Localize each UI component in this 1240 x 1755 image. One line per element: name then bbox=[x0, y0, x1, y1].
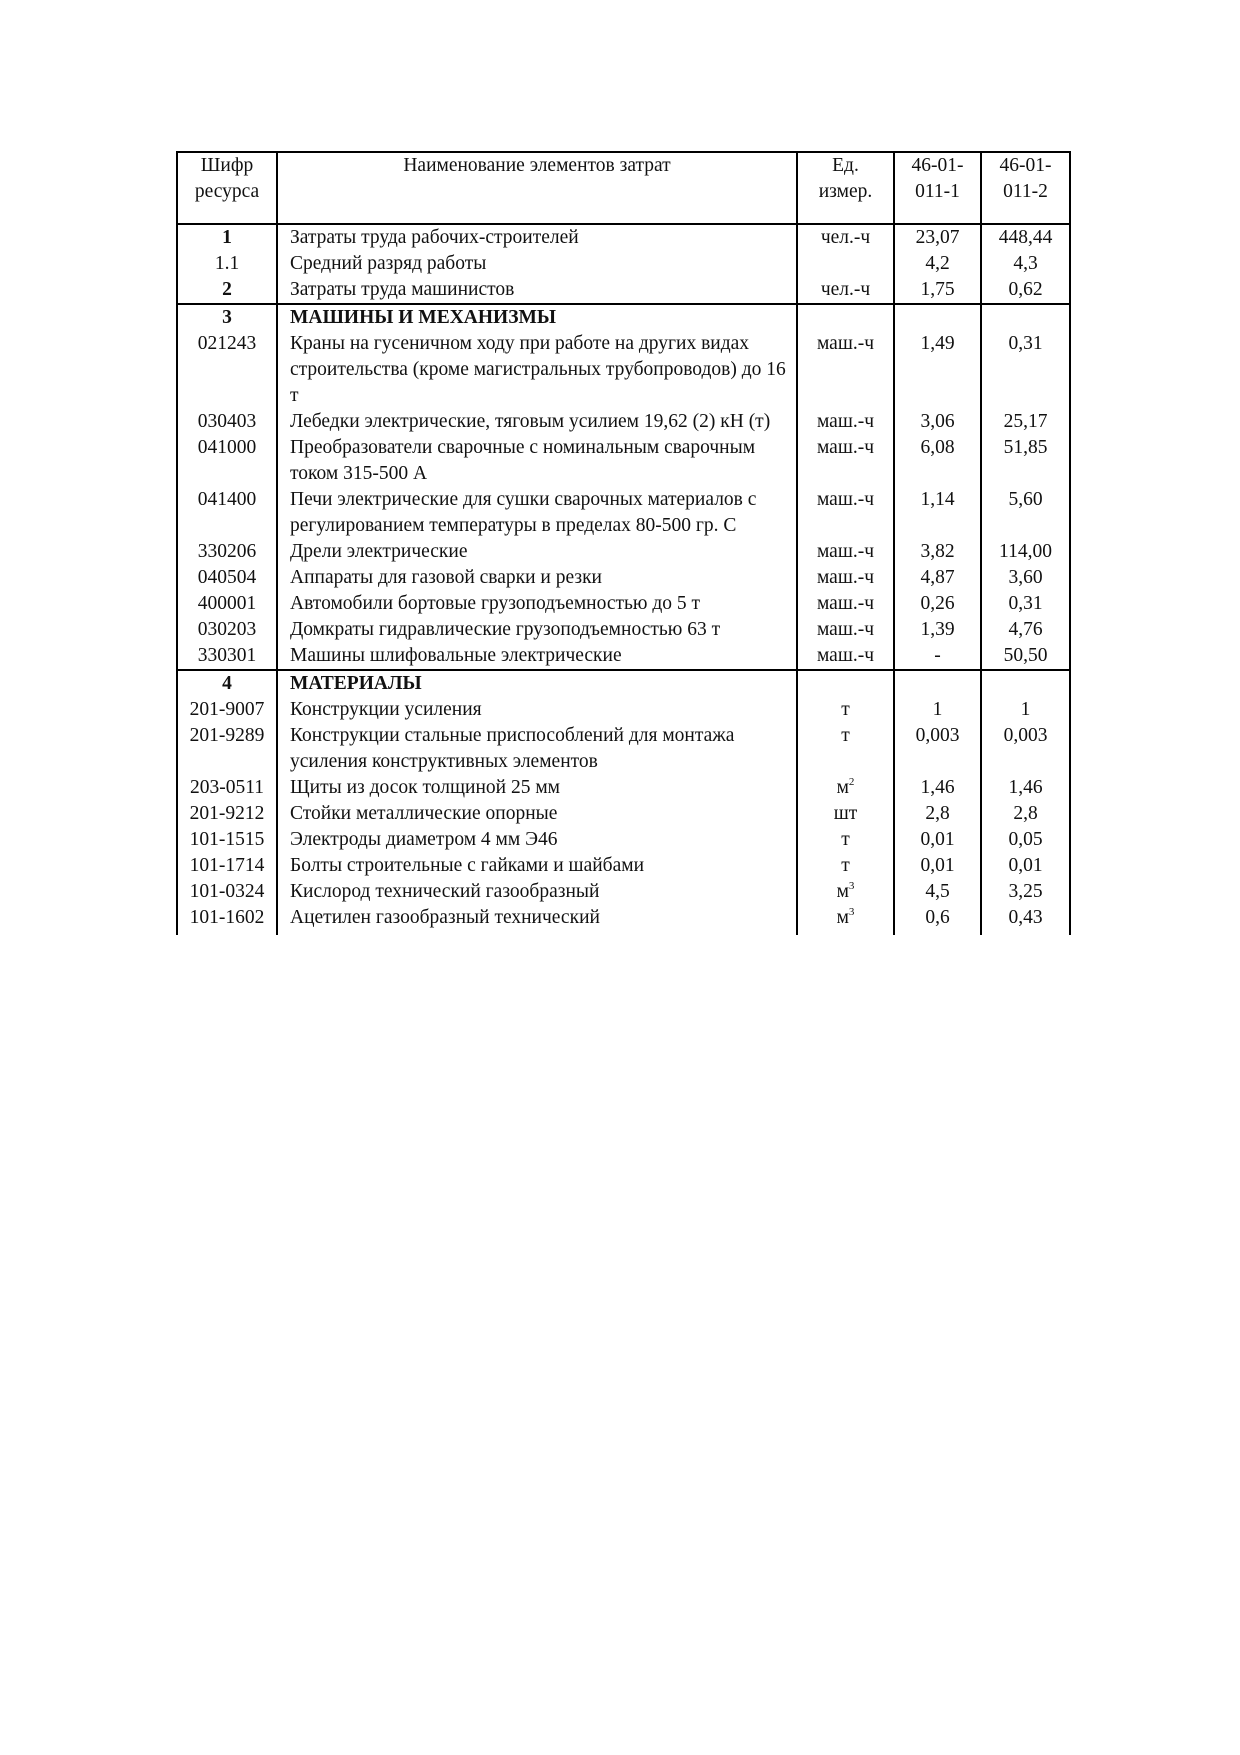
table-row bbox=[177, 251, 1070, 277]
value-col2 bbox=[981, 304, 1070, 331]
table-row bbox=[177, 277, 1070, 304]
value-col2: 5,60 bbox=[981, 487, 1070, 539]
section-row-materials bbox=[177, 670, 1070, 697]
resource-unit: $м^3$ bbox=[797, 879, 894, 905]
resource-name: Стойки металлические опорные bbox=[277, 801, 797, 827]
value-col2: 0,01 bbox=[981, 853, 1070, 879]
resource-code: 201-9007 bbox=[177, 697, 277, 723]
table-header-row bbox=[177, 152, 1070, 224]
value-col1: 3,06 bbox=[894, 409, 981, 435]
value-col2: 0,62 bbox=[981, 277, 1070, 304]
resource-unit: т bbox=[797, 853, 894, 879]
resource-cost-table bbox=[176, 151, 1071, 935]
resource-name: Автомобили бортовые грузоподъемностью до 5 т bbox=[277, 591, 797, 617]
table-row bbox=[177, 643, 1070, 670]
value-col2: 50,50 bbox=[981, 643, 1070, 670]
resource-name: Машины шлифовальные электрические bbox=[277, 643, 797, 670]
value-col1: 0,003 bbox=[894, 723, 981, 775]
resource-name: Ацетилен газообразный технический bbox=[277, 905, 797, 935]
resource-unit: маш.-ч bbox=[797, 435, 894, 487]
value-col1: 1,14 bbox=[894, 487, 981, 539]
resource-name: Конструкции стальные приспособлений для монтажа усиления конструктивных элементов bbox=[277, 723, 797, 775]
value-col1: 1,75 bbox=[894, 277, 981, 304]
resource-code: 330206 bbox=[177, 539, 277, 565]
resource-code: 2 bbox=[177, 277, 277, 304]
value-col1 bbox=[894, 670, 981, 697]
value-col1: 0,6 bbox=[894, 905, 981, 935]
resource-name: Затраты труда рабочих-строителей bbox=[277, 224, 797, 251]
value-col1: 0,01 bbox=[894, 853, 981, 879]
resource-unit: $м^3$ bbox=[797, 905, 894, 935]
resource-name: Болты строительные с гайками и шайбами bbox=[277, 853, 797, 879]
resource-unit bbox=[797, 304, 894, 331]
header-col1: 46-01-011-1 bbox=[894, 152, 981, 224]
resource-code: 400001 bbox=[177, 591, 277, 617]
resource-unit: маш.-ч bbox=[797, 617, 894, 643]
resource-name: Печи электрические для сушки сварочных материалов с регулированием температуры в пределах 80-500 гр. С bbox=[277, 487, 797, 539]
value-col2 bbox=[981, 670, 1070, 697]
resource-unit: маш.-ч bbox=[797, 331, 894, 409]
value-col2: 0,43 bbox=[981, 905, 1070, 935]
resource-name: Средний разряд работы bbox=[277, 251, 797, 277]
table-row bbox=[177, 617, 1070, 643]
resource-code: 1 bbox=[177, 224, 277, 251]
resource-code: 3 bbox=[177, 304, 277, 331]
header-code: Шифр ресурса bbox=[177, 152, 277, 224]
value-col2: 114,00 bbox=[981, 539, 1070, 565]
value-col2: 0,003 bbox=[981, 723, 1070, 775]
resource-name: Кислород технический газообразный bbox=[277, 879, 797, 905]
value-col1: 1,49 bbox=[894, 331, 981, 409]
value-col1: - bbox=[894, 643, 981, 670]
resource-name: Дрели электрические bbox=[277, 539, 797, 565]
section-row-machines bbox=[177, 304, 1070, 331]
resource-code: 1.1 bbox=[177, 251, 277, 277]
value-col1: 1,39 bbox=[894, 617, 981, 643]
table-row bbox=[177, 565, 1070, 591]
unit-superscript: 3 bbox=[848, 880, 855, 892]
value-col2: 2,8 bbox=[981, 801, 1070, 827]
value-col1: 4,2 bbox=[894, 251, 981, 277]
value-col1: 3,82 bbox=[894, 539, 981, 565]
resource-code: 201-9212 bbox=[177, 801, 277, 827]
value-col2: 3,60 bbox=[981, 565, 1070, 591]
resource-code: 201-9289 bbox=[177, 723, 277, 775]
value-col2: 0,31 bbox=[981, 331, 1070, 409]
resource-code: 041400 bbox=[177, 487, 277, 539]
table-row bbox=[177, 905, 1070, 935]
table-row bbox=[177, 879, 1070, 905]
resource-name: Затраты труда машинистов bbox=[277, 277, 797, 304]
resource-code: 101-0324 bbox=[177, 879, 277, 905]
table-row bbox=[177, 801, 1070, 827]
table-row bbox=[177, 723, 1070, 775]
table-row bbox=[177, 591, 1070, 617]
header-name: Наименование элементов затрат bbox=[277, 152, 797, 224]
resource-code: 030203 bbox=[177, 617, 277, 643]
value-col2: 1 bbox=[981, 697, 1070, 723]
resource-name: МАТЕРИАЛЫ bbox=[277, 670, 797, 697]
value-col2: 0,31 bbox=[981, 591, 1070, 617]
value-col2: 448,44 bbox=[981, 224, 1070, 251]
value-col1: 2,8 bbox=[894, 801, 981, 827]
resource-unit: чел.-ч bbox=[797, 277, 894, 304]
resource-unit: маш.-ч bbox=[797, 409, 894, 435]
table-row bbox=[177, 853, 1070, 879]
resource-name: Щиты из досок толщиной 25 мм bbox=[277, 775, 797, 801]
table-row bbox=[177, 697, 1070, 723]
resource-code: 203-0511 bbox=[177, 775, 277, 801]
unit-superscript: 2 bbox=[848, 776, 855, 788]
resource-name: Преобразователи сварочные с номинальным сварочным током 315-500 А bbox=[277, 435, 797, 487]
table-row bbox=[177, 435, 1070, 487]
value-col1: 4,87 bbox=[894, 565, 981, 591]
table-row bbox=[177, 224, 1070, 251]
resource-unit: маш.-ч bbox=[797, 539, 894, 565]
value-col1: 6,08 bbox=[894, 435, 981, 487]
header-unit: Ед. измер. bbox=[797, 152, 894, 224]
value-col2: 25,17 bbox=[981, 409, 1070, 435]
resource-unit: т bbox=[797, 697, 894, 723]
resource-code: 330301 bbox=[177, 643, 277, 670]
resource-name: Лебедки электрические, тяговым усилием 19,62 (2) кН (т) bbox=[277, 409, 797, 435]
resource-code: 041000 bbox=[177, 435, 277, 487]
table-row bbox=[177, 331, 1070, 409]
table-row bbox=[177, 775, 1070, 801]
resource-name: МАШИНЫ И МЕХАНИЗМЫ bbox=[277, 304, 797, 331]
resource-code: 4 bbox=[177, 670, 277, 697]
value-col2: 3,25 bbox=[981, 879, 1070, 905]
resource-code: 101-1515 bbox=[177, 827, 277, 853]
table-row bbox=[177, 487, 1070, 539]
value-col2: 4,76 bbox=[981, 617, 1070, 643]
resource-name: Краны на гусеничном ходу при работе на других видах строительства (кроме магистральных трубопроводов) до 16 т bbox=[277, 331, 797, 409]
header-col2: 46-01-011-2 bbox=[981, 152, 1070, 224]
resource-name: Аппараты для газовой сварки и резки bbox=[277, 565, 797, 591]
resource-unit: маш.-ч bbox=[797, 591, 894, 617]
value-col2: 4,3 bbox=[981, 251, 1070, 277]
value-col2: 0,05 bbox=[981, 827, 1070, 853]
table-row bbox=[177, 827, 1070, 853]
resource-code: 021243 bbox=[177, 331, 277, 409]
value-col1 bbox=[894, 304, 981, 331]
value-col1: 1,46 bbox=[894, 775, 981, 801]
resource-name: Домкраты гидравлические грузоподъемностью 63 т bbox=[277, 617, 797, 643]
resource-unit bbox=[797, 251, 894, 277]
resource-unit: т bbox=[797, 827, 894, 853]
resource-unit: т bbox=[797, 723, 894, 775]
resource-unit: чел.-ч bbox=[797, 224, 894, 251]
resource-unit: шт bbox=[797, 801, 894, 827]
resource-unit bbox=[797, 670, 894, 697]
resource-unit: маш.-ч bbox=[797, 643, 894, 670]
value-col1: 1 bbox=[894, 697, 981, 723]
table-row bbox=[177, 539, 1070, 565]
resource-code: 040504 bbox=[177, 565, 277, 591]
resource-code: 101-1602 bbox=[177, 905, 277, 935]
resource-name: Электроды диаметром 4 мм Э46 bbox=[277, 827, 797, 853]
resource-unit: $м^2$ bbox=[797, 775, 894, 801]
resource-unit: маш.-ч bbox=[797, 565, 894, 591]
value-col1: 0,01 bbox=[894, 827, 981, 853]
value-col2: 51,85 bbox=[981, 435, 1070, 487]
resource-unit: маш.-ч bbox=[797, 487, 894, 539]
table-row bbox=[177, 409, 1070, 435]
resource-name: Конструкции усиления bbox=[277, 697, 797, 723]
unit-superscript: 3 bbox=[848, 906, 855, 918]
value-col2: 1,46 bbox=[981, 775, 1070, 801]
resource-code: 101-1714 bbox=[177, 853, 277, 879]
value-col1: 4,5 bbox=[894, 879, 981, 905]
value-col1: 23,07 bbox=[894, 224, 981, 251]
resource-code: 030403 bbox=[177, 409, 277, 435]
value-col1: 0,26 bbox=[894, 591, 981, 617]
